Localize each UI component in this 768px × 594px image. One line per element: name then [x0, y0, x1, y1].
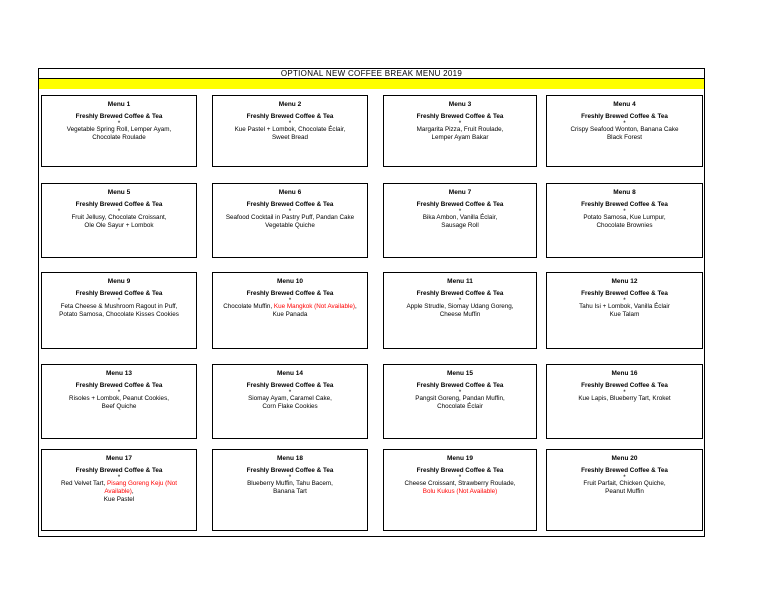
menu-items — [226, 214, 354, 230]
menu-item-text: Tahu Isi + Lombok, Vanilla Éclair — [579, 303, 670, 310]
menu-item-line — [61, 496, 177, 504]
menu-item-text: Seafood Cocktail in Pastry Puff, Pandan Cake — [225, 214, 355, 221]
menu-card — [546, 183, 703, 258]
menu-separator: * — [623, 208, 626, 215]
menu-item-text: Chocolate Muffin, — [223, 303, 274, 310]
menu-card — [41, 272, 197, 349]
menu-item-line — [71, 214, 166, 222]
menu-title: Menu 5 — [107, 189, 131, 196]
menu-items — [223, 303, 356, 319]
menu-item-line — [583, 480, 665, 488]
menu-beverage: Freshly Brewed Coffee & Tea — [581, 467, 668, 474]
menu-card — [383, 95, 537, 167]
menu-separator: * — [288, 297, 292, 304]
menu-separator: * — [288, 208, 292, 215]
menu-item-text: , — [131, 488, 134, 495]
menu-item-text: Blueberry Muffin, Tahu Bacem, — [247, 480, 333, 487]
menu-item-text: Crispy Seafood Wonton, Banana Cake — [570, 126, 679, 133]
menu-card — [212, 449, 368, 531]
menu-item-line — [71, 222, 166, 230]
menu-item-text: Apple Strudle, Siomay Udang Goreng, — [406, 303, 514, 310]
menu-card — [41, 449, 197, 531]
menu-item-text: Fruit Jellusy, Chocolate Croissant, — [71, 214, 167, 221]
menu-item-line — [235, 134, 346, 142]
menu-beverage: Freshly Brewed Coffee & Tea — [246, 113, 334, 120]
menu-items — [247, 480, 333, 496]
menu-card — [41, 364, 197, 439]
menu-card — [212, 183, 368, 258]
menu-item-line — [406, 311, 513, 319]
menu-title: Menu 13 — [105, 370, 132, 377]
menu-beverage: Freshly Brewed Coffee & Tea — [75, 290, 163, 297]
menu-separator: * — [458, 120, 462, 127]
menu-separator: * — [117, 208, 121, 215]
menu-card — [383, 272, 537, 349]
menu-items — [583, 214, 665, 230]
menu-items — [417, 126, 504, 142]
menu-item-text: Kue Talam — [609, 311, 640, 318]
menu-items — [579, 303, 670, 319]
menu-items — [406, 303, 513, 319]
menu-title: Menu 10 — [276, 278, 303, 285]
menu-card — [212, 272, 368, 349]
menu-item-text: Pangsit Goreng, Pandan Muffin, — [415, 395, 505, 402]
menu-item-line — [61, 488, 177, 496]
menu-title: Menu 3 — [448, 101, 472, 108]
menu-card — [546, 272, 703, 349]
menu-item-line — [417, 126, 504, 134]
menu-item-line — [423, 222, 497, 230]
menu-beverage: Freshly Brewed Coffee & Tea — [75, 382, 163, 389]
menu-item-line — [69, 403, 169, 411]
menu-item-text: Cheese Muffin — [439, 311, 481, 318]
unavailable-item-text: Pisang Goreng Keju (Not — [107, 480, 178, 487]
menu-item-line — [247, 480, 333, 488]
unavailable-item-text: Kue Mangkok (Not Available) — [273, 303, 355, 310]
menu-items — [415, 395, 505, 411]
menu-item-text: Fruit Parfait, Chicken Quiche, — [583, 480, 666, 487]
menu-items — [248, 395, 332, 411]
page-title: OPTIONAL NEW COFFEE BREAK MENU 2019 — [39, 69, 704, 79]
menu-item-text: Kue Pastel — [103, 496, 135, 503]
menu-item-text: Banana Tart — [273, 488, 307, 495]
menu-card — [212, 95, 368, 167]
menu-item-text: Kue Panada — [272, 311, 308, 318]
menu-item-line — [570, 134, 678, 142]
menu-item-line — [226, 214, 354, 222]
menu-beverage: Freshly Brewed Coffee & Tea — [581, 290, 668, 297]
menu-item-text: Chocolate Roulade — [92, 134, 146, 141]
menu-separator: * — [623, 474, 626, 481]
menu-separator: * — [458, 389, 462, 396]
menu-separator: * — [117, 120, 121, 127]
menu-beverage: Freshly Brewed Coffee & Tea — [246, 467, 334, 474]
menu-card — [383, 364, 537, 439]
menu-item-line — [67, 126, 172, 134]
menu-beverage: Freshly Brewed Coffee & Tea — [75, 467, 163, 474]
menu-beverage: Freshly Brewed Coffee & Tea — [581, 113, 668, 120]
menu-beverage: Freshly Brewed Coffee & Tea — [416, 467, 504, 474]
menu-item-text: Risoles + Lombok, Peanut Cookies, — [69, 395, 169, 402]
menu-item-line — [405, 480, 516, 488]
menu-items — [405, 480, 516, 496]
menu-items — [69, 395, 169, 411]
menu-card — [546, 95, 703, 167]
menu-items — [61, 480, 177, 504]
menu-beverage: Freshly Brewed Coffee & Tea — [581, 382, 668, 389]
menu-item-text: Sausage Roll — [441, 222, 479, 229]
menu-card — [41, 95, 197, 167]
menu-item-line — [578, 395, 670, 403]
menu-item-text: Potato Samosa, Chocolate Kisses Cookies — [59, 311, 179, 318]
menu-card — [546, 449, 703, 531]
menu-item-text: Cheese Croissant, Strawberry Roulade, — [404, 480, 516, 487]
menu-item-line — [226, 222, 354, 230]
menu-item-text: Peanut Muffin — [605, 488, 644, 495]
menu-item-text: Sweet Bread — [271, 134, 309, 141]
menu-separator: * — [288, 389, 292, 396]
menu-item-text: Lemper Ayam Bakar — [431, 134, 489, 141]
menu-separator: * — [117, 297, 121, 304]
menu-item-text: Vegetable Quiche — [265, 222, 315, 229]
menu-title: Menu 8 — [613, 189, 636, 196]
menu-item-line — [247, 488, 333, 496]
menu-beverage: Freshly Brewed Coffee & Tea — [416, 382, 504, 389]
menu-card — [383, 449, 537, 531]
menu-separator: * — [623, 120, 626, 127]
menu-item-text: Vegetable Spring Roll, Lemper Ayam, — [66, 126, 172, 133]
menu-card — [383, 183, 537, 258]
menu-beverage: Freshly Brewed Coffee & Tea — [75, 201, 163, 208]
menu-items — [59, 303, 179, 319]
menu-separator: * — [458, 208, 462, 215]
menu-separator: * — [458, 474, 462, 481]
menu-title: Menu 1 — [107, 101, 131, 108]
menu-item-line — [59, 311, 179, 319]
menu-item-text: Ole Ole Sayur + Lombok — [84, 222, 154, 229]
menu-item-line — [417, 134, 504, 142]
menu-title: Menu 11 — [447, 278, 473, 285]
menu-beverage: Freshly Brewed Coffee & Tea — [246, 382, 334, 389]
menu-item-line — [248, 403, 332, 411]
menu-item-line — [583, 222, 665, 230]
menu-item-line — [579, 311, 670, 319]
menu-item-text: Chocolate Brownies — [596, 222, 653, 229]
menu-card — [41, 183, 197, 258]
unavailable-item-text: Available) — [104, 488, 132, 495]
menu-item-line — [579, 303, 670, 311]
menu-title: Menu 19 — [446, 455, 473, 462]
menu-title: Menu 16 — [611, 370, 638, 377]
menu-item-line — [67, 134, 172, 142]
menu-items — [570, 126, 678, 142]
menu-beverage: Freshly Brewed Coffee & Tea — [581, 201, 668, 208]
title-highlight-band — [39, 79, 704, 89]
menu-card — [212, 364, 368, 439]
menu-item-text: Black Forest — [606, 134, 642, 141]
menu-item-line — [69, 395, 169, 403]
menu-item-line — [61, 480, 177, 488]
menu-separator: * — [117, 389, 121, 396]
menu-separator: * — [623, 389, 626, 396]
menu-title: Menu 6 — [278, 189, 302, 196]
menu-item-text: Kue Lapis, Blueberry Tart, Kroket — [578, 395, 671, 402]
menu-beverage: Freshly Brewed Coffee & Tea — [246, 290, 334, 297]
menu-item-line — [405, 488, 516, 496]
menu-item-line — [248, 395, 332, 403]
menu-item-text: Red Velvet Tart, — [60, 480, 108, 487]
menu-title: Menu 17 — [105, 455, 132, 462]
menu-item-text: Kue Pastel + Lombok, Chocolate Éclair, — [234, 126, 346, 133]
menu-separator: * — [288, 120, 292, 127]
menu-item-line — [59, 303, 179, 311]
menu-beverage: Freshly Brewed Coffee & Tea — [75, 113, 163, 120]
menu-items — [583, 480, 665, 496]
menu-item-line — [223, 311, 356, 319]
menu-title: Menu 14 — [276, 370, 303, 377]
menu-title: Menu 2 — [278, 101, 302, 108]
menu-separator: * — [117, 474, 121, 481]
menu-beverage: Freshly Brewed Coffee & Tea — [416, 290, 504, 297]
menu-card — [546, 364, 703, 439]
menu-title: Menu 9 — [107, 278, 131, 285]
menu-item-text: Feta Cheese & Mushroom Ragout in Puff, — [60, 303, 178, 310]
menu-beverage: Freshly Brewed Coffee & Tea — [246, 201, 334, 208]
menu-item-line — [235, 126, 346, 134]
menu-items — [423, 214, 497, 230]
menu-title: Menu 15 — [446, 370, 473, 377]
menu-items — [71, 214, 166, 230]
menu-separator: * — [458, 297, 462, 304]
menu-items — [235, 126, 346, 142]
menu-item-text: Bika Ambon, Vanilla Éclair, — [422, 214, 498, 221]
menu-items — [67, 126, 172, 142]
menu-item-line — [223, 303, 356, 311]
menu-title: Menu 4 — [613, 101, 636, 108]
menu-item-text: Siomay Ayam, Caramel Cake, — [248, 395, 332, 402]
menu-title: Menu 20 — [611, 455, 638, 462]
menu-item-text: Beef Quiche — [101, 403, 137, 410]
unavailable-item-text: Bolu Kukus (Not Available) — [422, 488, 498, 495]
menu-sheet — [38, 68, 705, 537]
menu-title: Menu 7 — [448, 189, 472, 196]
menu-separator: * — [623, 297, 626, 304]
menu-item-text: Chocolate Éclair — [437, 403, 483, 410]
menu-item-line — [415, 395, 505, 403]
menu-separator: * — [288, 474, 292, 481]
menu-item-line — [406, 303, 513, 311]
menu-item-text: Margarita Pizza, Fruit Roulade, — [416, 126, 504, 133]
menu-title: Menu 18 — [276, 455, 303, 462]
menu-item-text: Potato Samosa, Kue Lumpur, — [583, 214, 666, 221]
menu-item-line — [583, 214, 665, 222]
menu-item-line — [570, 126, 678, 134]
menu-beverage: Freshly Brewed Coffee & Tea — [416, 201, 504, 208]
menu-item-text: Corn Flake Cookies — [262, 403, 318, 410]
menu-item-line — [423, 214, 497, 222]
menu-title: Menu 12 — [611, 278, 638, 285]
menu-items — [578, 395, 670, 403]
menu-item-line — [583, 488, 665, 496]
menu-item-line — [415, 403, 505, 411]
menu-beverage: Freshly Brewed Coffee & Tea — [416, 113, 504, 120]
menu-item-text: , — [354, 303, 357, 310]
